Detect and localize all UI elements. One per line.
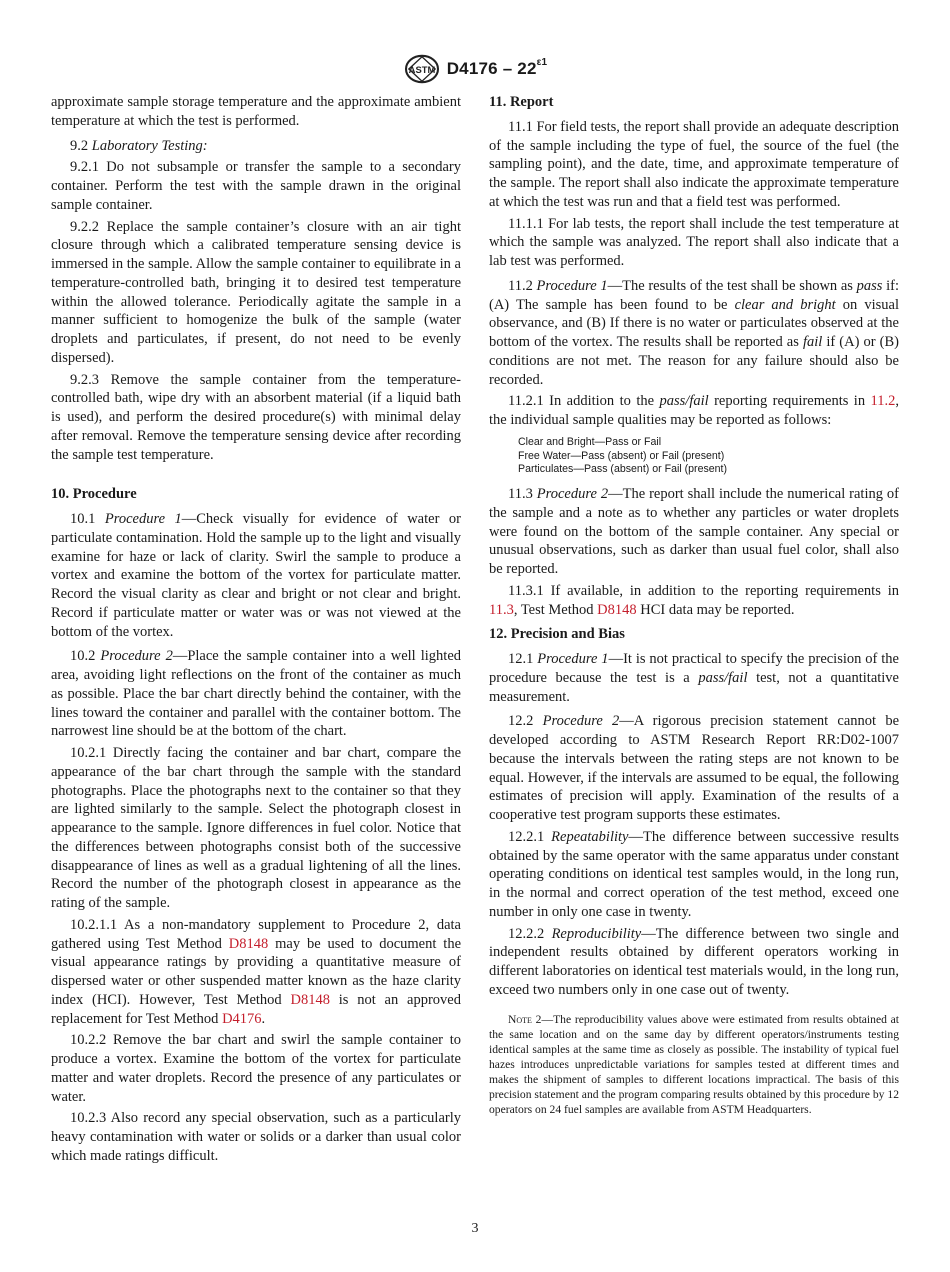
section-11-3: 11.3 Procedure 2—The report shall include the numerical rating of the sample and a note as to whether any particles or water droplets were found on the bottom of the sample container. Any special or unusual observations, such as darker than usual fuel color, shall also be reported.	[489, 486, 899, 578]
section-10-2-3: 10.2.3 Also record any special observation, such as a particularly heavy contamination with water or solids or a darker than usual color which made ratings difficult.	[51, 1110, 461, 1164]
section-12-2: 12.2 Procedure 2—A rigorous precision statement cannot be developed according to ASTM Research Report RR:D02-1007 because the intervals between the rating steps are not known to be equal. However, if the intervals are assumed to be equal, the following estimates of precision will apply. Examination of the results of a cooperative test program supports these estimates.	[489, 713, 900, 824]
section-11-1-1: 11.1.1 For lab tests, the report shall include the test temperature at which the sample was analyzed. The report shall also indicate that a lab test was performed.	[489, 215, 899, 269]
section-12-2-2: 12.2.2 Reproducibility—The difference between two single and independent results obtained by different operators working in different laboratories on identical test materials would, in the long run, exceed two numbers only in one case out of twenty.	[489, 925, 900, 998]
quality-list	[518, 436, 899, 477]
section-12-2-1: 12.2.1 Repeatability—The difference between successive results obtained by the same operator with the same apparatus under constant operating conditions on identical test samples would, in the long run, in the normal and correct operation of the test method, exceed one number in only one case in twenty.	[489, 828, 899, 920]
section-11-2-1: 11.2.1 In addition to the pass/fail reporting requirements in 11.2, the individual sample qualities may be reported as follows:	[489, 393, 899, 428]
section-11-1: 11.1 For field tests, the report shall provide an adequate description of the sample including the type of fuel, the source of the fuel (the sampling point), and the date, time, and approximate temperature of the sample. The report shall also indicate the approximate temperature at which the test was run and that a field test was performed.	[489, 118, 899, 210]
section-11-3-1: 11.3.1 If available, in addition to the reporting requirements in 11.3, Test Method D8148 HCI data may be reported.	[489, 582, 899, 618]
astm-logo-icon	[403, 53, 441, 85]
section-10-2-2: 10.2.2 Remove the bar chart and swirl the sample container to produce a vortex. Examine the bottom of the vortex for particulate matter and water droplets. Record the presence of any particulates or water.	[51, 1032, 461, 1105]
link-d8148[interactable]: D8148	[290, 991, 330, 1008]
section-10-2-1-1: 10.2.1.1 As a non-mandatory supplement to Procedure 2, data gathered using Test Method D8148 may be used to document the visual appearance ratings by providing a quantitative measure of dispersed water or other suspended matter known as the haze clarity index (HCI). However, Test Method D8148 is not an approved replacement for Test Method D4176.	[51, 916, 462, 1027]
document-designation: $D4176 - 22^{\varepsilon 1}$	[446, 57, 548, 78]
section-12-1: 12.1 Procedure 1—It is not practical to specify the precision of the procedure because the test is a pass/fail test, not a quantitative measurement.	[489, 651, 899, 705]
left-column	[51, 93, 461, 1169]
section-9-2-1: 9.2.1 Do not subsample or transfer the sample to a secondary container. Perform the test with the sample drawn in the original sample container.	[51, 159, 461, 213]
right-column	[489, 93, 899, 1117]
link-section-11-3[interactable]: 11.3	[489, 601, 514, 618]
section-9-2-2: 9.2.2 Replace the sample container’s closure with an air tight closure through which a calibrated temperature sensing device is immersed in the sample. Allow the sample container to equilibrate in a temperature-controlled bath, bringing it to desired test temperature within the allowed tolerance. Periodically agitate the sample in a manner sufficient to homogenize the bulk of the sample (water droplets and particulates, if present, do not need to be evenly dispersed).	[51, 218, 461, 366]
page-header	[0, 52, 950, 86]
paragraph: approximate sample storage temperature and the approximate ambient temperature at which the test is performed.	[51, 94, 461, 129]
section-11-heading: 11. Report	[489, 94, 554, 110]
link-d4176[interactable]: D4176	[222, 1010, 262, 1027]
section-10-heading: 10. Procedure	[51, 486, 137, 503]
link-d8148[interactable]: D8148	[228, 935, 269, 952]
section-12-heading: 12. Precision and Bias	[489, 626, 625, 643]
page-number: 3	[471, 1221, 479, 1236]
astm-logo-text: ASTM	[408, 63, 436, 75]
section-9-2-3: 9.2.3 Remove the sample container from the temperature-controlled bath, wipe dry with an absorbent material (if a liquid bath is used), and perform the desired procedure(s) with minimal delay after removal. Remove the temperature sensing device after recording the sample test temperature.	[51, 371, 461, 463]
section-10-2-1: 10.2.1 Directly facing the container and bar chart, compare the appearance of the bar chart through the sample with the standard photographs. Place the photographs next to the container so that they are lighted similarly to the sample. Select the photograph closest in appearance to the sample. Ignore differences in fuel color. Notice that the differences between photographs consist both of the successive disappearance of lines as well as a gradual lightening of all the lines. Record the number of the photograph closest in appearance as the rating of the sample.	[51, 745, 461, 911]
epsilon-superscript: ε1	[536, 57, 548, 69]
link-d8148[interactable]: D8148	[597, 601, 637, 618]
note-label: Note 2	[508, 1012, 542, 1026]
section-11-2: 11.2 Procedure 1—The results of the test shall be shown as pass if: (A) The sample has been found to be clear and bright on visual observance, and (B) If there is no water or particulates observed at the bottom of the vortex. The results shall be reported as fail if (A) or (B) conditions are not met. The reason for any failure should also be recorded.	[489, 277, 899, 388]
section-10-1: 10.1 Procedure 1—Check visually for evidence of water or particulate contamination. Hold the sample up to the light and visually examine for haze or lack of clarity. Swirl the sample to produce a vortex and examine the bottom of the vortex for particulate matter. Record the visual clarity as clear and bright or not clear and bright. Record if particulate matter or water was or was not viewed at the bottom of the vortex.	[51, 511, 461, 640]
list-item: Particulates—Pass (absent) or Fail (present)	[518, 463, 728, 476]
note-2: Note 2—The reproducibility values above were estimated from results obtained at the same location and on the same day by different operators/instruments testing identical samples at the same time as closely as possible. The instability of typical fuel hazes introduces unpredictable variations for samples tested at different times and makes the shipment of samples to different locations impractical. The basis of this precision statement and the program comparing results obtained by this procedure by 12 operators on 24 fuel samples are available from ASTM Headquarters.	[489, 1012, 900, 1116]
section-9-2: 9.2 Laboratory Testing:	[70, 137, 208, 154]
list-item: Clear and Bright—Pass or Fail	[518, 435, 662, 448]
link-section-11-2[interactable]: 11.2	[870, 393, 896, 410]
section-10-2: 10.2 Procedure 2—Place the sample container into a well lighted area, avoiding light reflections on the front of the container as much as possible. Place the bar chart directly behind the container, with the lines toward the container and parallel with the container bottom. The narrowest line should be at the bottom of the chart.	[51, 648, 462, 740]
list-item: Free Water—Pass (absent) or Fail (present)	[518, 449, 725, 462]
